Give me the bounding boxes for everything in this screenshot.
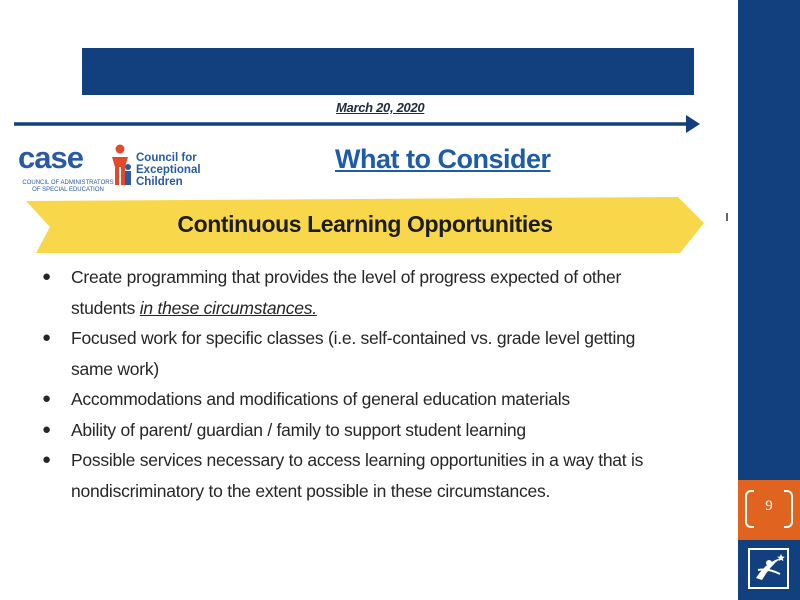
left-bracket-icon [745,490,754,528]
bullet-dot-icon: ● [42,390,51,407]
cec-line-1: Council for [136,152,197,164]
bullet-dot-icon: ● [42,451,51,468]
slide-date: March 20, 2020 [336,100,425,115]
right-bracket-icon [784,490,793,528]
list-item [40,323,680,384]
list-item [40,384,680,415]
bullet-dot-icon: ● [42,420,51,438]
cec-logo-text [136,152,201,188]
list-item [40,445,680,506]
case-logo-text: case [18,140,83,175]
brand-logo-icon [748,548,789,589]
bullet-dot-icon: ● [42,268,51,285]
list-item [40,262,680,323]
banner-label: Continuous Learning Opportunities [177,211,553,237]
list-item-text: Focused work for specific classes (i.e. self-contained vs. grade level getting same work) [71,328,636,379]
cec-line-3: Children [136,176,183,188]
list-item-text: Create programming that provides the level of progress expected of other students [71,267,622,318]
bullet-dot-icon: ● [42,329,51,346]
cec-line-2: Exceptional [136,164,201,176]
page-number: 9 [765,498,773,514]
list-item-text: Accommodations and modifications of general education materials [71,389,570,409]
list-item-text: Ability of parent/ guardian / family to support student learning [71,419,526,440]
list-item [40,415,680,446]
list-item-text: Possible services necessary to access learning opportunities in a way that is nondiscriminatory to the extent possible in these circumstances. [71,450,644,501]
bullet-list [40,262,680,506]
timeline-arrow-icon [14,114,704,136]
cec-logo-icon [106,143,134,189]
title-bar [82,48,694,95]
case-logo-subtitle: COUNCIL OF ADMINISTRATORS OF SPECIAL EDUCATION [22,180,114,193]
list-item-emphasis: in these circumstances. [139,297,317,318]
page-title: What to Consider [335,144,551,174]
divider-tick [726,213,728,221]
